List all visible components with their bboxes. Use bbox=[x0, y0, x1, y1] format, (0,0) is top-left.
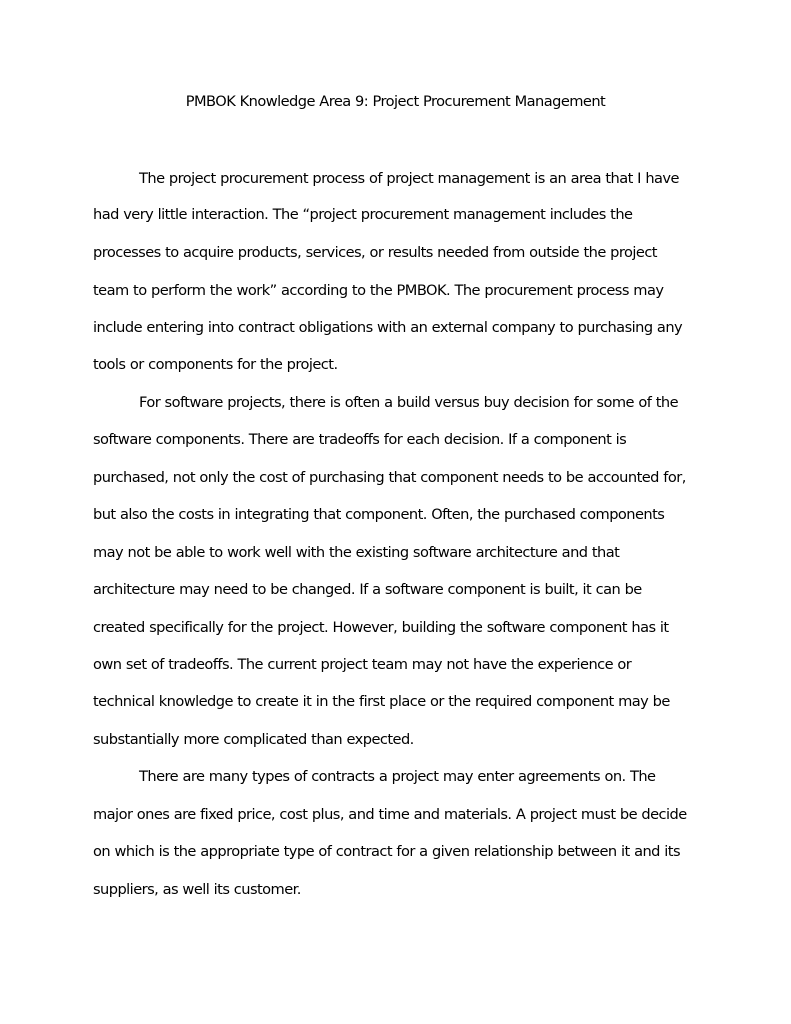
paragraph-line: purchased, not only the cost of purchasing that component needs to be accounted for, bbox=[93, 469, 686, 486]
paragraph-line: major ones are fixed price, cost plus, and time and materials. A project must be decide bbox=[93, 806, 687, 823]
paragraph-line: on which is the appropriate type of contract for a given relationship between it and its bbox=[93, 843, 680, 860]
paragraph-line: team to perform the work” according to the PMBOK. The procurement process may bbox=[93, 282, 664, 299]
paragraph-line: technical knowledge to create it in the first place or the required component may be bbox=[93, 693, 670, 710]
paragraph-line: had very little interaction. The “project procurement management includes the bbox=[93, 206, 633, 223]
paragraph-line: processes to acquire products, services, or results needed from outside the project bbox=[93, 244, 657, 261]
paragraph-line: software components. There are tradeoffs for each decision. If a component is bbox=[93, 431, 627, 448]
paragraph-line: own set of tradeoffs. The current project team may not have the experience or bbox=[93, 656, 632, 673]
paragraph-line: tools or components for the project. bbox=[93, 356, 338, 373]
paragraph-line: There are many types of contracts a project may enter agreements on. The bbox=[139, 768, 656, 785]
paragraph-line: The project procurement process of project management is an area that I have bbox=[139, 170, 679, 187]
paragraph-line: may not be able to work well with the existing software architecture and that bbox=[93, 544, 620, 561]
paragraph-line: include entering into contract obligations with an external company to purchasing any bbox=[93, 319, 683, 336]
document-title: PMBOK Knowledge Area 9: Project Procurement Management bbox=[185, 93, 606, 110]
paragraph-line: but also the costs in integrating that component. Often, the purchased components bbox=[93, 506, 665, 523]
paragraph-line: substantially more complicated than expected. bbox=[93, 731, 414, 748]
paragraph-line: For software projects, there is often a build versus buy decision for some of the bbox=[139, 394, 679, 411]
paragraph-line: architecture may need to be changed. If a software component is built, it can be bbox=[93, 581, 642, 598]
paragraph-line: suppliers, as well its customer. bbox=[93, 881, 301, 898]
paragraph-line: created specifically for the project. However, building the software component has it bbox=[93, 619, 669, 636]
